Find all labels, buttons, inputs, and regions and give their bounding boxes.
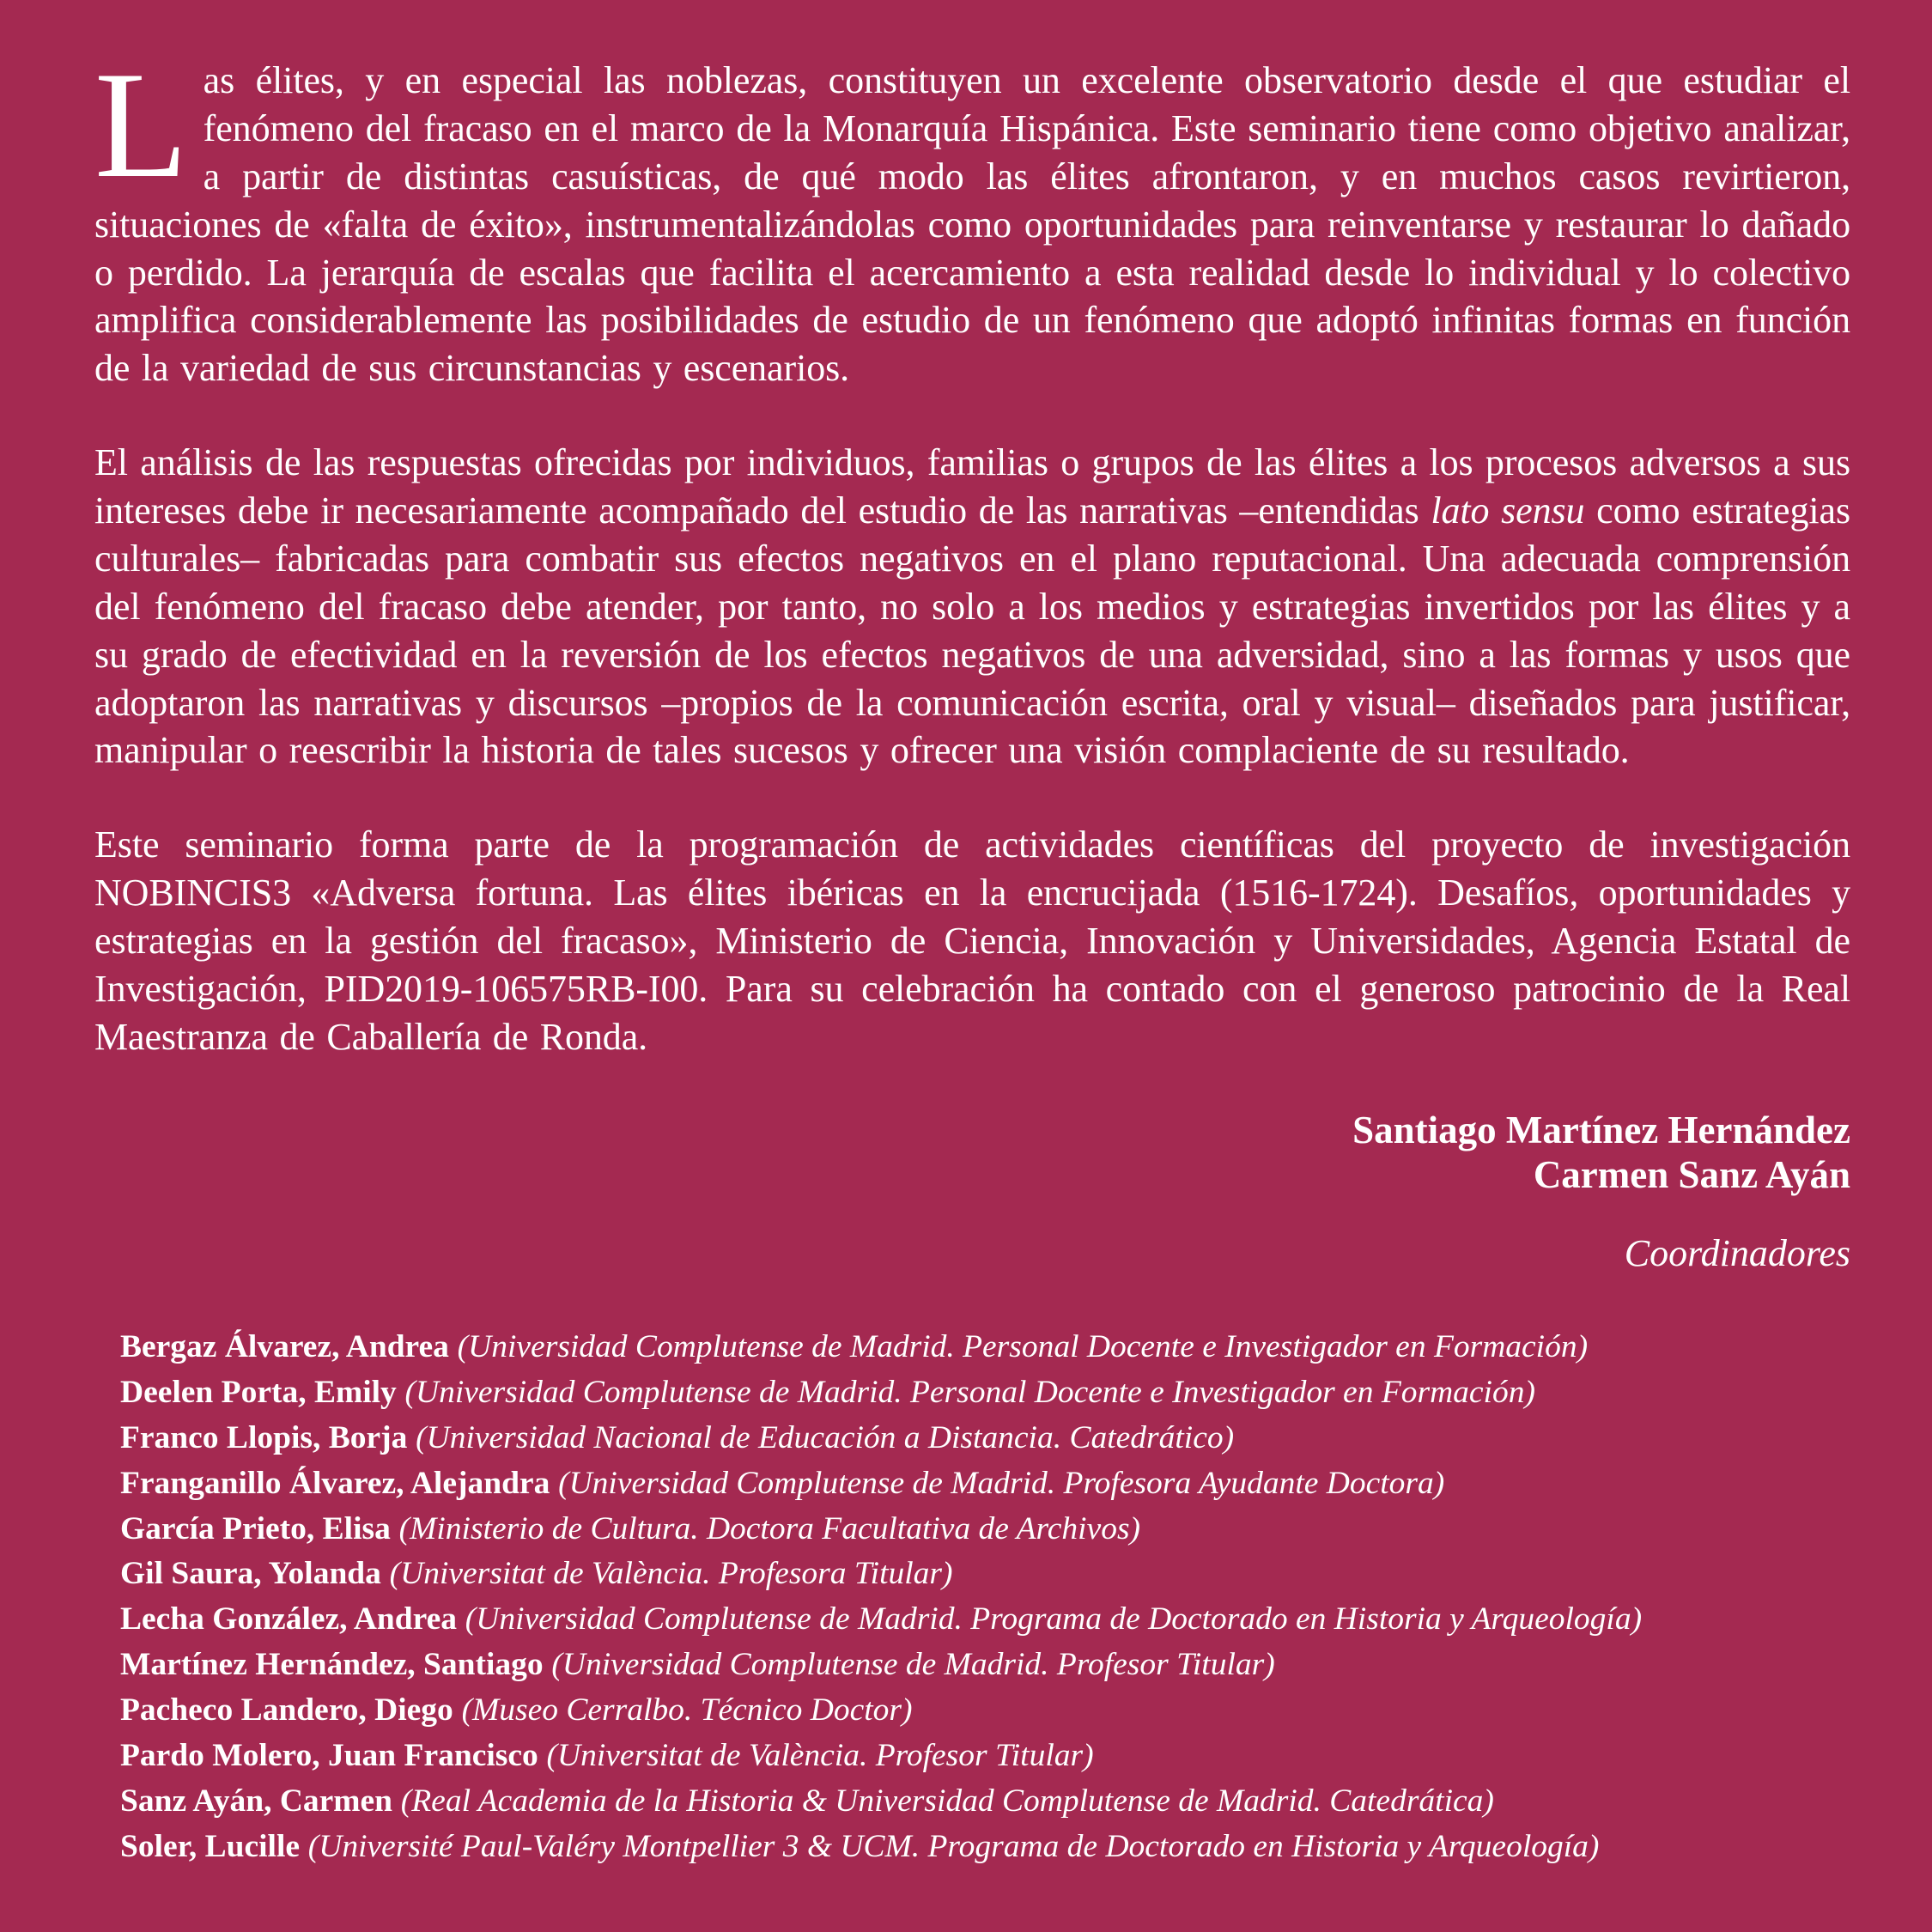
participant-name: Pacheco Landero, Diego (120, 1692, 453, 1728)
intro-paragraph-2-text-end: como estrategias culturales– fabricadas para combatir sus efectos negativos en el plano reputacional. Una adecuada comprensión del fenómeno del fracaso debe atender, por tanto, no solo a los medios y estrategias invertidos por las élites y a su grado de efectividad en la reversión de los efectos negativos de una adversidad, sino a las formas y usos que adoptaron las narrativas y discursos –propios de la comunicación escrita, oral y visual– diseñados para justificar, manipular o reescribir la historia de tales sucesos y ofrecer una visión complaciente de su resultado. (94, 489, 1850, 772)
latin-phrase-italic: lato sensu (1431, 489, 1585, 532)
intro-paragraph-3: Este seminario forma parte de la programación de actividades científicas del proyecto de investigación NOBINCIS3 «Adversa fortuna. Las élites ibéricas en la encrucijada (1516-1724). Desafíos, oportunidades y estrategias en la gestión del fracaso», Ministerio de Ciencia, Innovación y Universidades, Agencia Estatal de Investigación, PID2019-106575RB-I00. Para su celebración ha contado con el generoso patrocinio de la Real Maestranza de Caballería de Ronda. (94, 823, 1850, 1058)
participant-name: García Prieto, Elisa (120, 1510, 391, 1546)
participant-row (120, 1552, 1850, 1597)
participant-affiliation: (Museo Cerralbo. Técnico Doctor) (461, 1692, 913, 1728)
participant-affiliation: (Real Academia de la Historia & Universidad Complutense de Madrid. Catedrática) (400, 1783, 1494, 1819)
participant-row (120, 1416, 1850, 1461)
participant-name: Gil Saura, Yolanda (120, 1556, 381, 1592)
participants-list (120, 1325, 1850, 1870)
participant-affiliation: (Universidad Complutense de Madrid. Programa de Doctorado en Historia y Arqueología) (465, 1601, 1643, 1637)
coordinator-name-1: Santiago Martínez Hernández (1352, 1108, 1850, 1151)
participant-name: Soler, Lucille (120, 1828, 301, 1864)
participant-name: Martínez Hernández, Santiago (120, 1647, 544, 1683)
participant-row (120, 1507, 1850, 1552)
coordinator-name-2: Carmen Sanz Ayán (1533, 1152, 1850, 1196)
participant-affiliation: (Universidad Complutense de Madrid. Personal Docente e Investigador en Formación) (457, 1329, 1589, 1364)
coordinators-role-label: Coordinadores (1624, 1232, 1850, 1274)
coordinators-block (94, 1108, 1850, 1275)
participant-row (120, 1597, 1850, 1643)
participant-affiliation: (Universidad Complutense de Madrid. Profesor Titular) (551, 1647, 1275, 1683)
participant-affiliation: (Universitat de València. Profesor Titular) (546, 1737, 1094, 1773)
participant-row (120, 1461, 1850, 1507)
participant-affiliation: (Ministerio de Cultura. Doctora Facultativa de Archivos) (398, 1510, 1141, 1546)
participant-row (120, 1734, 1850, 1779)
participant-affiliation: (Université Paul-Valéry Montpellier 3 & UCM. Programa de Doctorado en Historia y Arqueología) (307, 1828, 1600, 1864)
intro-paragraph-1 (94, 39, 1850, 392)
intro-paragraph-1-text: as élites, y en especial las noblezas, constituyen un excelente observatorio desde el que estudiar el fenómeno del fracaso en el marco de la Monarquía Hispánica. Este seminario tiene como objetivo analizar, a partir de distintas casuísticas, de qué modo las élites afrontaron, y en muchos casos revirtieron, situaciones de «falta de éxito», instrumentalizándolas como oportunidades para reinventarse y restaurar lo dañado o perdido. La jerarquía de escalas que facilita el acercamiento a esta realidad desde lo individual y lo colectivo amplifica considerablemente las posibilidades de estudio de un fenómeno que adoptó infinitas formas en función de la variedad de sus circunstancias y escenarios. (94, 59, 1850, 390)
participant-name: Pardo Molero, Juan Francisco (120, 1737, 538, 1773)
participant-name: Deelen Porta, Emily (120, 1374, 397, 1410)
participant-row (120, 1688, 1850, 1734)
participant-affiliation: (Universidad Complutense de Madrid. Personal Docente e Investigador en Formación) (404, 1374, 1535, 1410)
participant-name: Sanz Ayán, Carmen (120, 1783, 393, 1819)
participant-row (120, 1325, 1850, 1370)
participant-affiliation: (Universitat de València. Profesora Titular) (389, 1556, 953, 1592)
participant-row (120, 1825, 1850, 1870)
drop-cap-letter: L (94, 39, 188, 210)
participant-name: Bergaz Álvarez, Andrea (120, 1329, 449, 1364)
participant-row (120, 1779, 1850, 1825)
intro-paragraph-2 (94, 439, 1850, 775)
participant-name: Lecha González, Andrea (120, 1601, 457, 1637)
participant-name: Franganillo Álvarez, Alejandra (120, 1465, 550, 1501)
participant-affiliation: (Universidad Complutense de Madrid. Profesora Ayudante Doctora) (558, 1465, 1445, 1501)
intro-paragraph-2-text-start: El análisis de las respuestas ofrecidas por individuos, familias o grupos de las élites a los procesos adversos a sus intereses debe ir necesariamente acompañado del estudio de las narrativas –entendidas (94, 441, 1850, 532)
participant-affiliation: (Universidad Nacional de Educación a Distancia. Catedrático) (416, 1419, 1235, 1455)
participant-row (120, 1370, 1850, 1416)
participant-row (120, 1643, 1850, 1688)
participant-name: Franco Llopis, Borja (120, 1419, 408, 1455)
